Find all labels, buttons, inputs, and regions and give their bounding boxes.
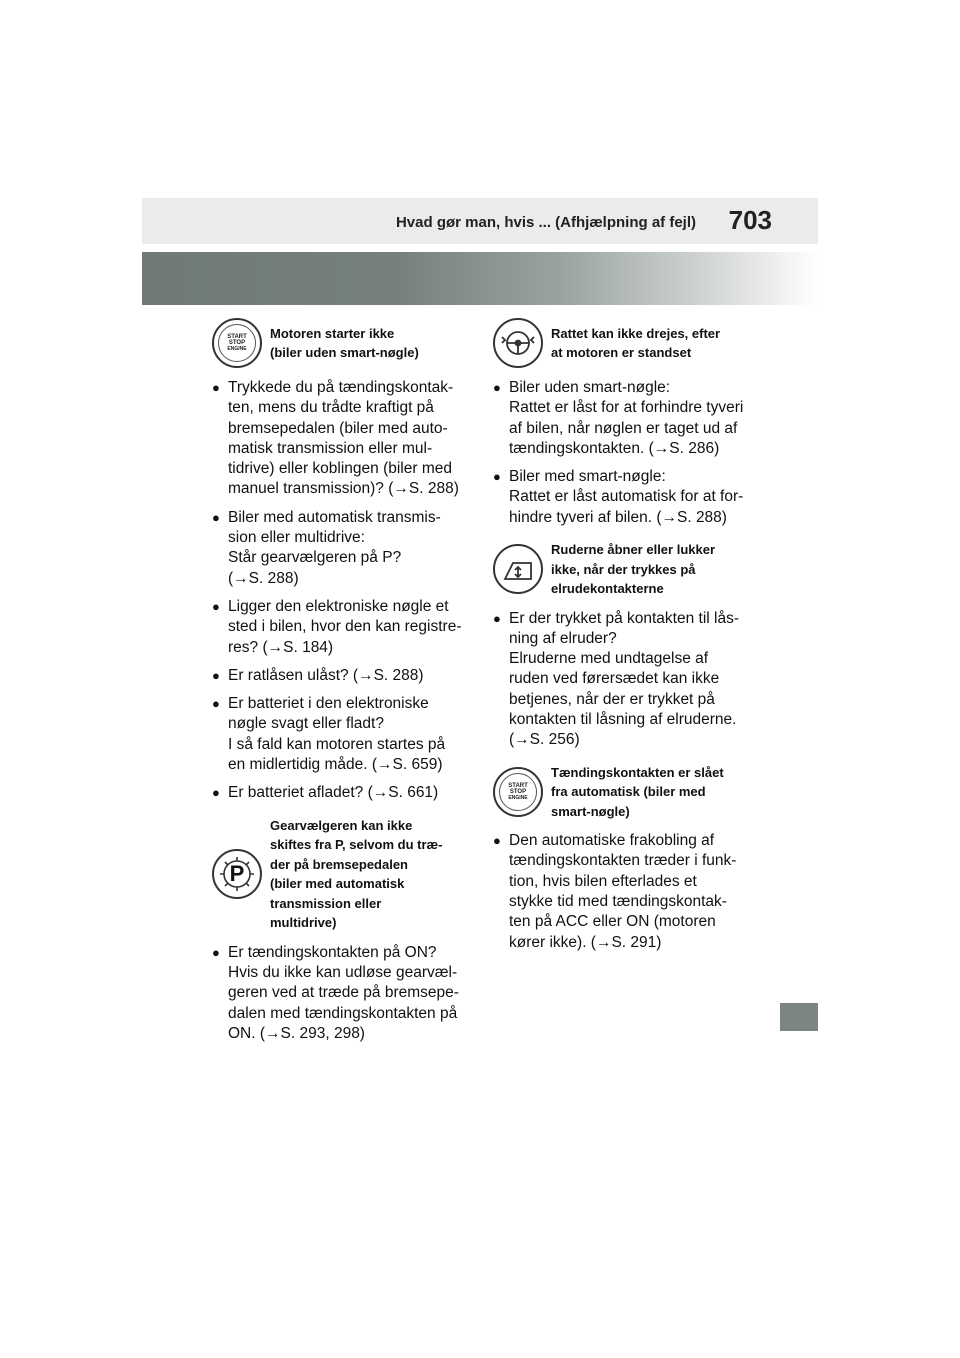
icon-label-engine: ENGINE — [227, 346, 247, 352]
list-item-text: Er der trykket på kontakten til lås- ning af elruder? Elruderne med undtagelse af ruden ved førersædet kan ikke betjenes, når der er trykket på kontakten til låsning af elruderne. (→S. 256) — [509, 609, 740, 749]
list-item: ● Biler med automatisk transmis- sion eller multidrive: Står gearvælgeren på P? (→S. 288) — [212, 508, 472, 589]
section-header-shift-lever-stuck — [212, 816, 472, 933]
list-item-text: Ligger den elektroniske nøgle et sted i bilen, hvor den kan registre- res? (→S. 184) — [228, 597, 462, 656]
section-header-windows-not-working — [493, 540, 755, 599]
steering-lock-icon — [493, 318, 543, 368]
park-letter: P — [229, 861, 245, 887]
list-item-text: Er ratlåsen ulåst? (→S. 288) — [228, 666, 424, 684]
list-item: ● Er batteriet i den elektroniske nøgle svagt eller fladt? I så fald kan motoren startes på en midlertidig måde. (→S. 659) — [212, 694, 472, 775]
header-title: Hvad gør man, hvis ... (Afhjælpning af fejl) — [395, 214, 696, 231]
park-gear-icon — [212, 849, 262, 899]
section-title: Ruderne åbner eller lukker ikke, når der trykkes på elrudekontakterne — [551, 542, 716, 597]
section-header-engine-wont-start — [212, 318, 472, 368]
section-title: Rattet kan ikke drejes, efter at motoren er standset — [551, 325, 721, 360]
page-number: 703 — [728, 205, 772, 235]
list-item: ● Ligger den elektroniske nøgle et sted i bilen, hvor den kan registre- res? (→S. 184) — [212, 597, 472, 658]
list-item-text: Den automatiske frakobling af tændingskontakten træder i funk- tion, hvis bilen efterlades et stykke tid med tændingskontak- ten på ACC eller ON (motoren kører ikke). (→S. 291) — [509, 832, 737, 951]
list-item: ● Biler med smart-nøgle: Rattet er låst automatisk for at for- hindre tyveri af bilen. (→S. 288) — [493, 467, 755, 528]
section-title: Motoren starter ikke (biler uden smart-nøgle) — [270, 325, 419, 360]
section-title: Tændingskontakten er slået fra automatisk (biler med smart-nøgle) — [551, 764, 724, 819]
list-item-text: Er batteriet i den elektroniske nøgle svagt eller fladt? I så fald kan motoren startes på en midlertidig måde. (→S. 659) — [228, 695, 446, 774]
list-item-text: Biler med automatisk transmis- sion eller multidrive: Står gearvælgeren på P? (→S. 288) — [228, 508, 441, 587]
list-item: ● Den automatiske frakobling af tændingskontakten træder i funk- tion, hvis bilen efterlades et stykke tid med tændingskontak- ten på ACC eller ON (motoren kører ikke). (→S. 291) — [493, 831, 755, 953]
icon-label-start: START — [227, 334, 247, 340]
start-stop-engine-icon — [212, 318, 262, 368]
steering-wheel-icon — [496, 321, 540, 365]
icon-label-stop: STOP — [509, 788, 527, 795]
chapter-band — [142, 252, 818, 305]
list-item: ● Er tændingskontakten på ON? Hvis du ikke kan udløse gearvæl- geren ved at træde på bremsepe- dalen med tændingskontakten på ON. (→S. 293, 298) — [212, 943, 472, 1044]
list-item: ● Biler uden smart-nøgle: Rattet er låst for at forhindre tyveri af bilen, når nøglen er taget ud af tændingskontakten. (→S. 286) — [493, 378, 755, 459]
list-item-text: Er tændingskontakten på ON? Hvis du ikke kan udløse gearvæl- geren ved at træde på bremsepe- dalen med tændingskontakten på ON. (→S. 293, 298) — [228, 943, 459, 1042]
list-item: ● Er batteriet afladet? (→S. 661) — [212, 783, 472, 803]
window-switch-icon — [496, 547, 540, 591]
right-column — [493, 318, 755, 961]
icon-label-start: START — [508, 782, 528, 789]
icon-label-stop: STOP — [228, 340, 246, 346]
list-item: ● Er ratlåsen ulåst? (→S. 288) — [212, 666, 472, 686]
page-header — [142, 198, 818, 244]
start-stop-engine-icon — [493, 767, 543, 817]
section-title: Gearvælgeren kan ikke skiftes fra P, selvom du træ- der på bremsepedalen (biler med automatisk transmission eller multidrive) — [270, 817, 443, 931]
section-header-ignition-auto-off — [493, 763, 755, 822]
power-window-icon — [493, 544, 543, 594]
list-item-text: Biler uden smart-nøgle: Rattet er låst for at forhindre tyveri af bilen, når nøglen er taget ud af tændingskontakten. (→S. 286) — [509, 379, 744, 457]
section-header-steering-locked — [493, 318, 755, 368]
list-item: ● Er der trykket på kontakten til lås- ning af elruder? Elruderne med undtagelse af ruden ved førersædet kan ikke betjenes, når der er trykket på kontakten til låsning af elruderne. (→S. 256) — [493, 609, 755, 751]
chapter-side-tab — [780, 1003, 818, 1031]
list-item-text: Biler med smart-nøgle: Rattet er låst automatisk for at for- hindre tyveri af bilen. (→S. 288) — [509, 468, 744, 526]
list-item-text: Er batteriet afladet? (→S. 661) — [228, 784, 439, 802]
list-item: ● Trykkede du på tændingskontak- ten, mens du trådte kraftigt på bremsepedalen (biler med auto- matisk transmission eller mul- tidrive) eller koblingen (biler med manuel transmission)? (→S. 288) — [212, 378, 472, 500]
icon-label-engine: ENGINE — [508, 794, 528, 801]
list-item-text: Trykkede du på tændingskontak- ten, mens du trådte kraftigt på bremsepedalen (biler med auto- matisk transmission eller mul- tidrive) eller koblingen (biler med manuel transmission)? (→S. 288) — [228, 379, 459, 498]
left-column — [212, 318, 472, 1052]
